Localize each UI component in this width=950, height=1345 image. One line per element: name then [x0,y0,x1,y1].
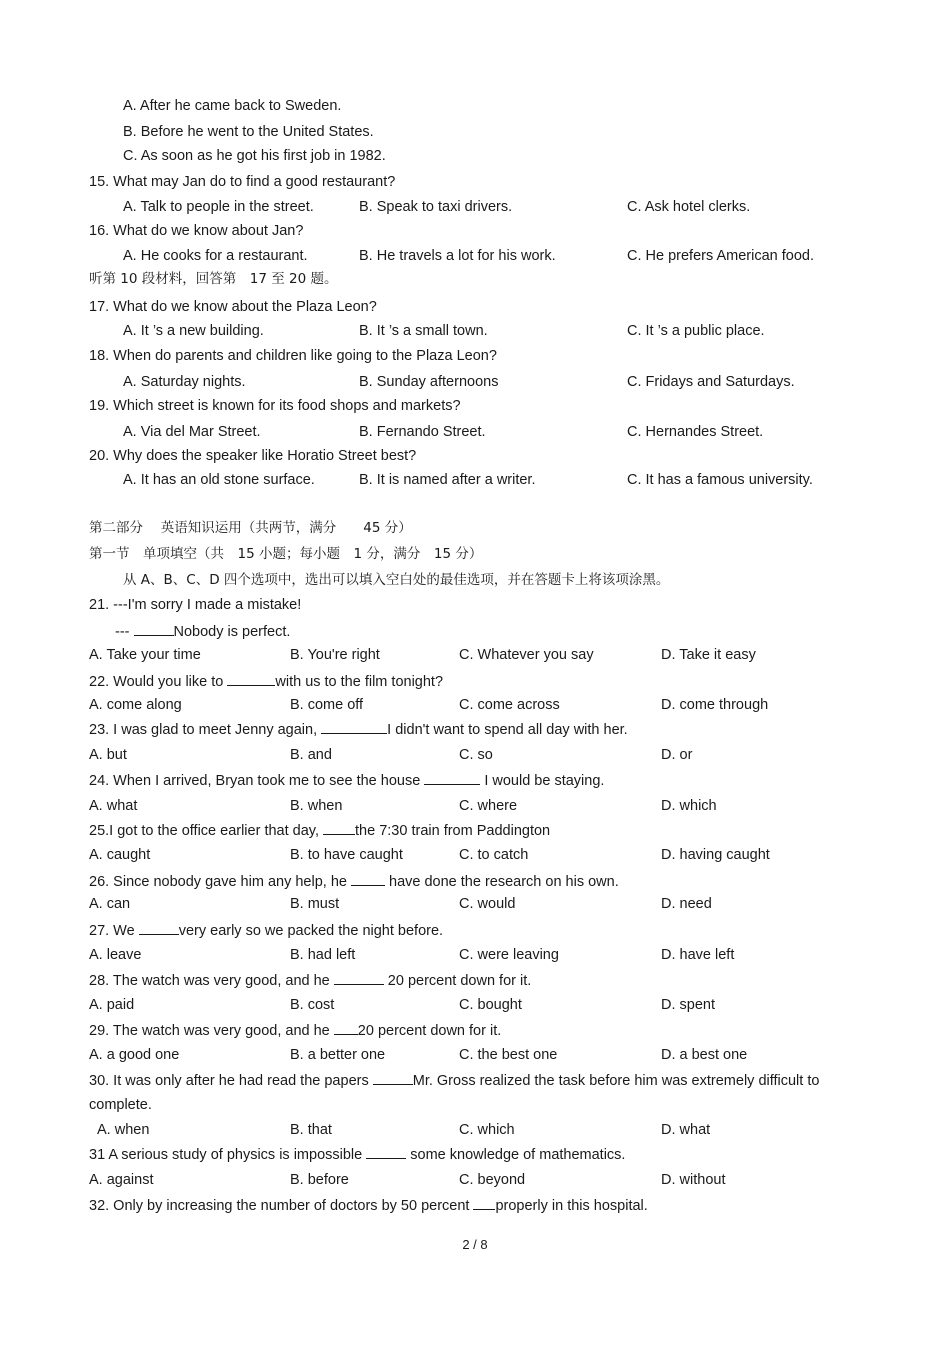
q16-option-b: B. He travels a lot for his work. [359,248,556,264]
q32-question: 32. Only by increasing the number of doctors by 50 percent properly in this hospital. [89,1198,648,1214]
q21-line1: 21. ---I'm sorry I made a mistake! [89,597,302,613]
answer-blank [334,1021,358,1035]
q29-option-d: D. a best one [661,1047,748,1063]
q18-option-c: C. Fridays and Saturdays. [627,374,795,390]
q27-option-b: B. had left [290,947,356,963]
q30-option-d: D. what [661,1122,711,1138]
q26-option-b: B. must [290,896,340,912]
q23-option-b: B. and [290,747,332,763]
q15-option-c: C. Ask hotel clerks. [627,199,751,215]
q18-option-a: A. Saturday nights. [123,374,246,390]
q31-option-d: D. without [661,1172,726,1188]
q31-question: 31 A serious study of physics is impossible some knowledge of mathematics. [89,1147,626,1163]
answer-blank [321,720,387,734]
q22-option-a: A. come along [89,697,182,713]
q28-option-a: A. paid [89,997,135,1013]
q22-option-c: C. come across [459,697,560,713]
answer-blank [424,771,480,785]
q17-question: 17. What do we know about the Plaza Leon? [89,299,377,315]
q24-option-d: D. which [661,798,717,814]
q24-question: 24. When I arrived, Bryan took me to see the house I would be staying. [89,773,605,789]
q30-option-a: A. when [97,1122,150,1138]
q21-option-a: A. Take your time [89,647,201,663]
answer-blank [473,1196,495,1210]
page-number: 2 / 8 [462,1237,488,1252]
q17-option-a: A. It ’s a new building. [123,323,264,339]
q17-option-c: C. It ’s a public place. [627,323,765,339]
answer-blank [139,921,179,935]
q15-question: 15. What may Jan do to find a good restaurant? [89,174,396,190]
q15-option-a: A. Talk to people in the street. [123,199,314,215]
q25-option-d: D. having caught [661,847,770,863]
q27-option-d: D. have left [661,947,735,963]
q30-question-line2: complete. [89,1097,152,1113]
q27-option-c: C. were leaving [459,947,559,963]
q25-option-c: C. to catch [459,847,529,863]
q27-option-a: A. leave [89,947,142,963]
q26-option-a: A. can [89,896,131,912]
q30-question: 30. It was only after he had read the papers Mr. Gross realized the task before him was extremely difficult to [89,1073,820,1089]
q23-option-d: D. or [661,747,693,763]
part2-title: 第二部分 英语知识运用（共两节，满分 45 分） [89,520,412,536]
q28-option-d: D. spent [661,997,715,1013]
q31-option-b: B. before [290,1172,349,1188]
answer-blank [227,672,275,686]
q26-option-d: D. need [661,896,712,912]
q20-option-b: B. It is named after a writer. [359,472,536,488]
q28-option-b: B. cost [290,997,335,1013]
q25-option-b: B. to have caught [290,847,403,863]
answer-blank [134,622,174,636]
q14-option-c: C. As soon as he got his first job in 1982. [123,148,386,164]
instruction-material-10: 听第 10 段材料，回答第 17 至 20 题。 [89,271,338,287]
q21-option-b: B. You're right [290,647,380,663]
q18-option-b: B. Sunday afternoons [359,374,499,390]
answer-blank [366,1145,406,1159]
q23-question: 23. I was glad to meet Jenny again, I didn't want to spend all day with her. [89,722,628,738]
q16-option-a: A. He cooks for a restaurant. [123,248,308,264]
q22-option-b: B. come off [290,697,364,713]
q19-option-c: C. Hernandes Street. [627,424,764,440]
section1-title: 第一节 单项填空（共 15 小题；每小题 1 分，满分 15 分） [89,546,483,562]
q19-option-b: B. Fernando Street. [359,424,486,440]
q24-option-b: B. when [290,798,343,814]
q14-option-a: A. After he came back to Sweden. [123,98,342,114]
q29-option-b: B. a better one [290,1047,386,1063]
q21-option-d: D. Take it easy [661,647,756,663]
q24-option-a: A. what [89,798,138,814]
q23-option-c: C. so [459,747,493,763]
q27-question: 27. We very early so we packed the night before. [89,923,444,939]
q30-option-b: B. that [290,1122,332,1138]
q21-option-c: C. Whatever you say [459,647,594,663]
q16-option-c: C. He prefers American food. [627,248,814,264]
answer-blank [334,971,384,985]
q28-option-c: C. bought [459,997,522,1013]
q22-question: 22. Would you like to with us to the film tonight? [89,674,444,690]
q26-question: 26. Since nobody gave him any help, he have done the research on his own. [89,874,619,890]
q16-question: 16. What do we know about Jan? [89,223,304,239]
answer-blank [351,872,385,886]
q20-option-a: A. It has an old stone surface. [123,472,315,488]
q21-line2: --- Nobody is perfect. [115,624,291,640]
q26-option-c: C. would [459,896,516,912]
q20-option-c: C. It has a famous university. [627,472,813,488]
q17-option-b: B. It ’s a small town. [359,323,488,339]
q29-option-a: A. a good one [89,1047,180,1063]
q25-option-a: A. caught [89,847,151,863]
q20-question: 20. Why does the speaker like Horatio Street best? [89,448,417,464]
answer-blank [373,1071,413,1085]
part2-instruction: 从 A、B、C、D 四个选项中，选出可以填入空白处的最佳选项，并在答题卡上将该项涂黑。 [123,572,670,588]
q24-option-c: C. where [459,798,518,814]
q29-option-c: C. the best one [459,1047,558,1063]
q19-option-a: A. Via del Mar Street. [123,424,261,440]
q31-option-c: C. beyond [459,1172,526,1188]
q29-question: 29. The watch was very good, and he 20 percent down for it. [89,1023,502,1039]
q23-option-a: A. but [89,747,127,763]
q19-question: 19. Which street is known for its food shops and markets? [89,398,461,414]
q25-question: 25.I got to the office earlier that day, the 7:30 train from Paddington [89,823,551,839]
q30-option-c: C. which [459,1122,515,1138]
answer-blank [323,821,355,835]
q18-question: 18. When do parents and children like going to the Plaza Leon? [89,348,497,364]
q14-option-b: B. Before he went to the United States. [123,124,374,140]
q22-option-d: D. come through [661,697,769,713]
q28-question: 28. The watch was very good, and he 20 percent down for it. [89,973,532,989]
q31-option-a: A. against [89,1172,154,1188]
q15-option-b: B. Speak to taxi drivers. [359,199,513,215]
